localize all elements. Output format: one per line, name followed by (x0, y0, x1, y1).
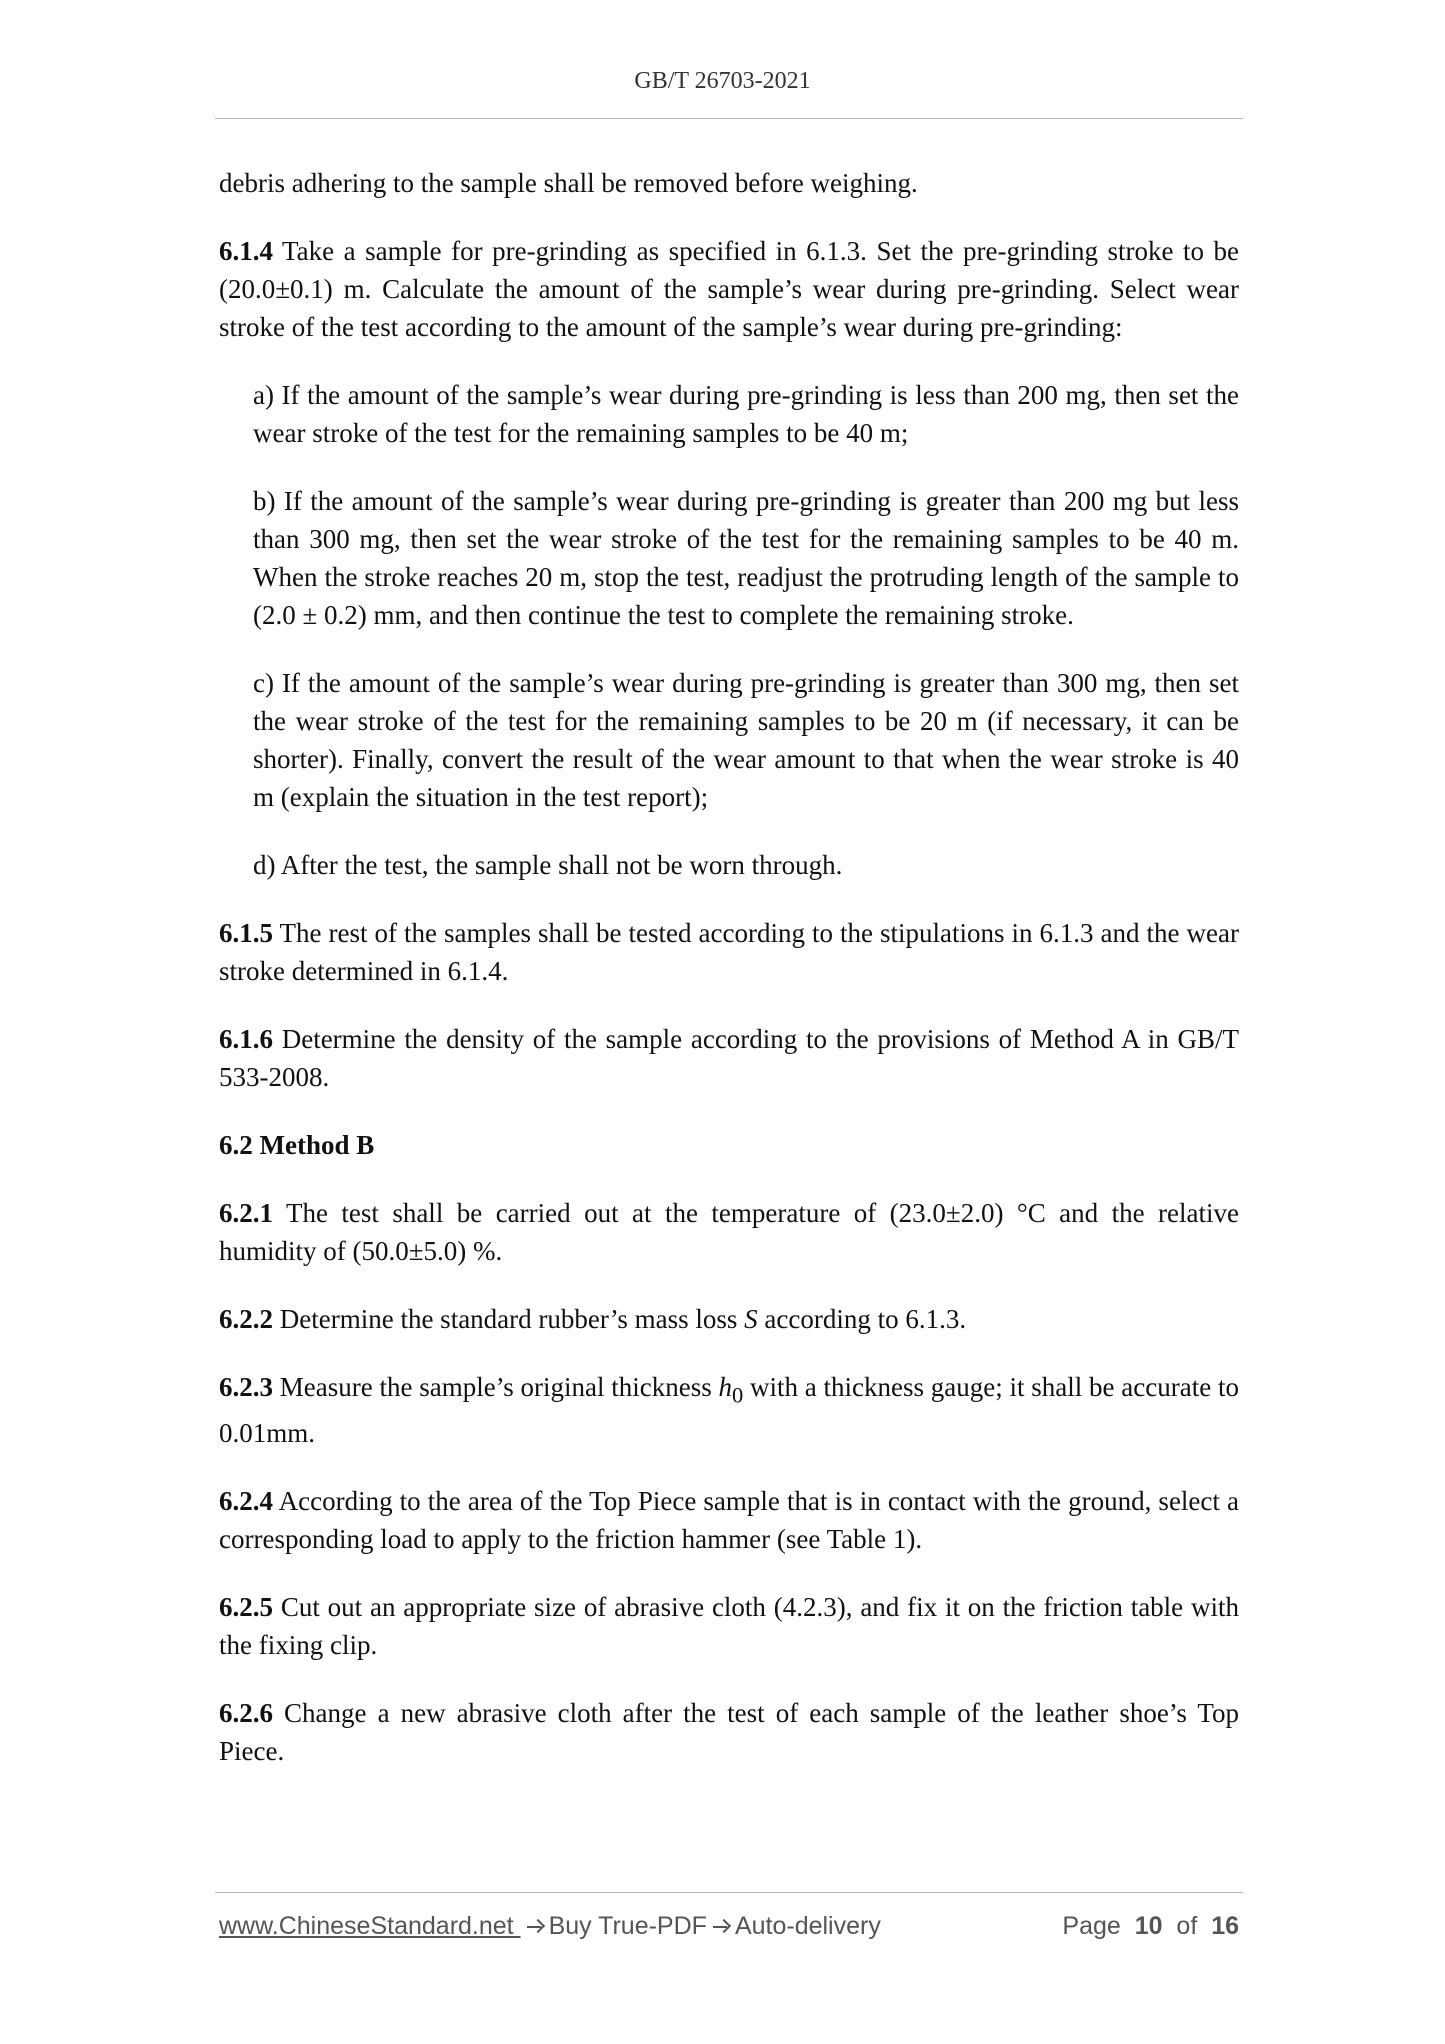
list-item-d: d) After the test, the sample shall not be worn through. (253, 850, 843, 880)
auto-delivery-text: Auto-delivery (734, 1912, 881, 1940)
clause-6-2-3: 6.2.3 Measure the sample’s original thickness $h_0$ with a thickness gauge; it shall be accurate to 0.01mm. (219, 1372, 1239, 1449)
list-item-c: c) If the amount of the sample’s wear during pre-grinding is greater than 300 mg, then set the wear stroke of the test for the remaining samples to be 20 m (if necessary, it can be shorter). Finally, convert the result of the wear amount to that when the wear stroke is 40 m (explain the situation in the test report); (253, 668, 1239, 812)
page-footer (219, 1912, 1239, 1941)
clause-number: 6.2.6 (219, 1698, 273, 1729)
clause-number: 6.1.5 (219, 918, 273, 948)
clause-6-1-5: 6.1.5 The rest of the samples shall be tested according to the stipulations in 6.1.3 and the wear stroke determined in 6.1.4. (219, 918, 1239, 986)
header-divider (215, 118, 1243, 119)
current-page: 10 (1134, 1912, 1163, 1940)
clause-6-2-4: 6.2.4 According to the area of the Top Piece sample that is in contact with the ground, select a corresponding load to apply to the friction hammer (see Table 1). (219, 1486, 1239, 1555)
clause-number: 6.2.1 (219, 1198, 273, 1228)
clause-6-2-2: 6.2.2 Determine the standard rubber’s mass loss S according to 6.1.3. (219, 1304, 967, 1334)
list-item-a: a) If the amount of the sample’s wear during pre-grinding is less than 200 mg, then set the wear stroke of the test for the remaining samples to be 40 m; (253, 380, 1239, 448)
variable-h-subscript: 0 (732, 1382, 744, 1408)
clause-6-1-4: 6.1.4 Take a sample for pre-grinding as specified in 6.1.3. Set the pre-grinding stroke to be (20.0±0.1) m. Calculate the amount of the sample’s wear during pre-grinding. Select wear stroke of the test according to the amount of the sample’s wear during pre-grinding: (219, 236, 1239, 342)
paragraph-continuation: debris adhering to the sample shall be removed before weighing. (219, 168, 918, 198)
clause-6-1-6: 6.1.6 Determine the density of the sample according to the provisions of Method A in GB/T 533-2008. (219, 1024, 1239, 1092)
document-body (219, 164, 1239, 1770)
site-link[interactable]: www.ChineseStandard.net (219, 1912, 521, 1940)
variable-h: h (718, 1372, 732, 1402)
arrow-right-icon (527, 1926, 541, 1928)
footer-divider (215, 1892, 1243, 1893)
total-pages: 16 (1211, 1912, 1239, 1940)
clause-6-2-1: 6.2.1 The test shall be carried out at the temperature of (23.0±2.0) °C and the relative humidity of (50.0±5.0) %. (219, 1198, 1239, 1266)
clause-number: 6.2.2 (219, 1304, 273, 1334)
document-header: GB/T 26703-2021 (634, 68, 811, 94)
clause-number: 6.2.4 (219, 1486, 273, 1517)
clause-number: 6.1.4 (219, 236, 273, 266)
buy-pdf-text: Buy True-PDF (548, 1912, 707, 1940)
section-heading-6-2: 6.2 Method B (219, 1130, 375, 1160)
clause-number: 6.2.3 (219, 1372, 273, 1402)
arrow-right-icon (713, 1926, 727, 1928)
variable-s: S (744, 1304, 758, 1334)
clause-number: 6.1.6 (219, 1024, 273, 1054)
clause-number: 6.2.5 (219, 1592, 273, 1623)
clause-6-2-5: 6.2.5 Cut out an appropriate size of abrasive cloth (4.2.3), and fix it on the friction table with the fixing clip. (219, 1592, 1239, 1661)
list-item-b: b) If the amount of the sample’s wear during pre-grinding is greater than 200 mg but less than 300 mg, then set the wear stroke of the test for the remaining samples to be 40 m. When the stroke reaches 20 m, stop the test, readjust the protruding length of the sample to (2.0 ± 0.2) mm, and then continue the test to complete the remaining stroke. (253, 486, 1239, 630)
page-indicator: Page 10 of 16 (1062, 1912, 1239, 1940)
clause-6-2-6: 6.2.6 Change a new abrasive cloth after the test of each sample of the leather shoe’s Top Piece. (219, 1698, 1239, 1767)
